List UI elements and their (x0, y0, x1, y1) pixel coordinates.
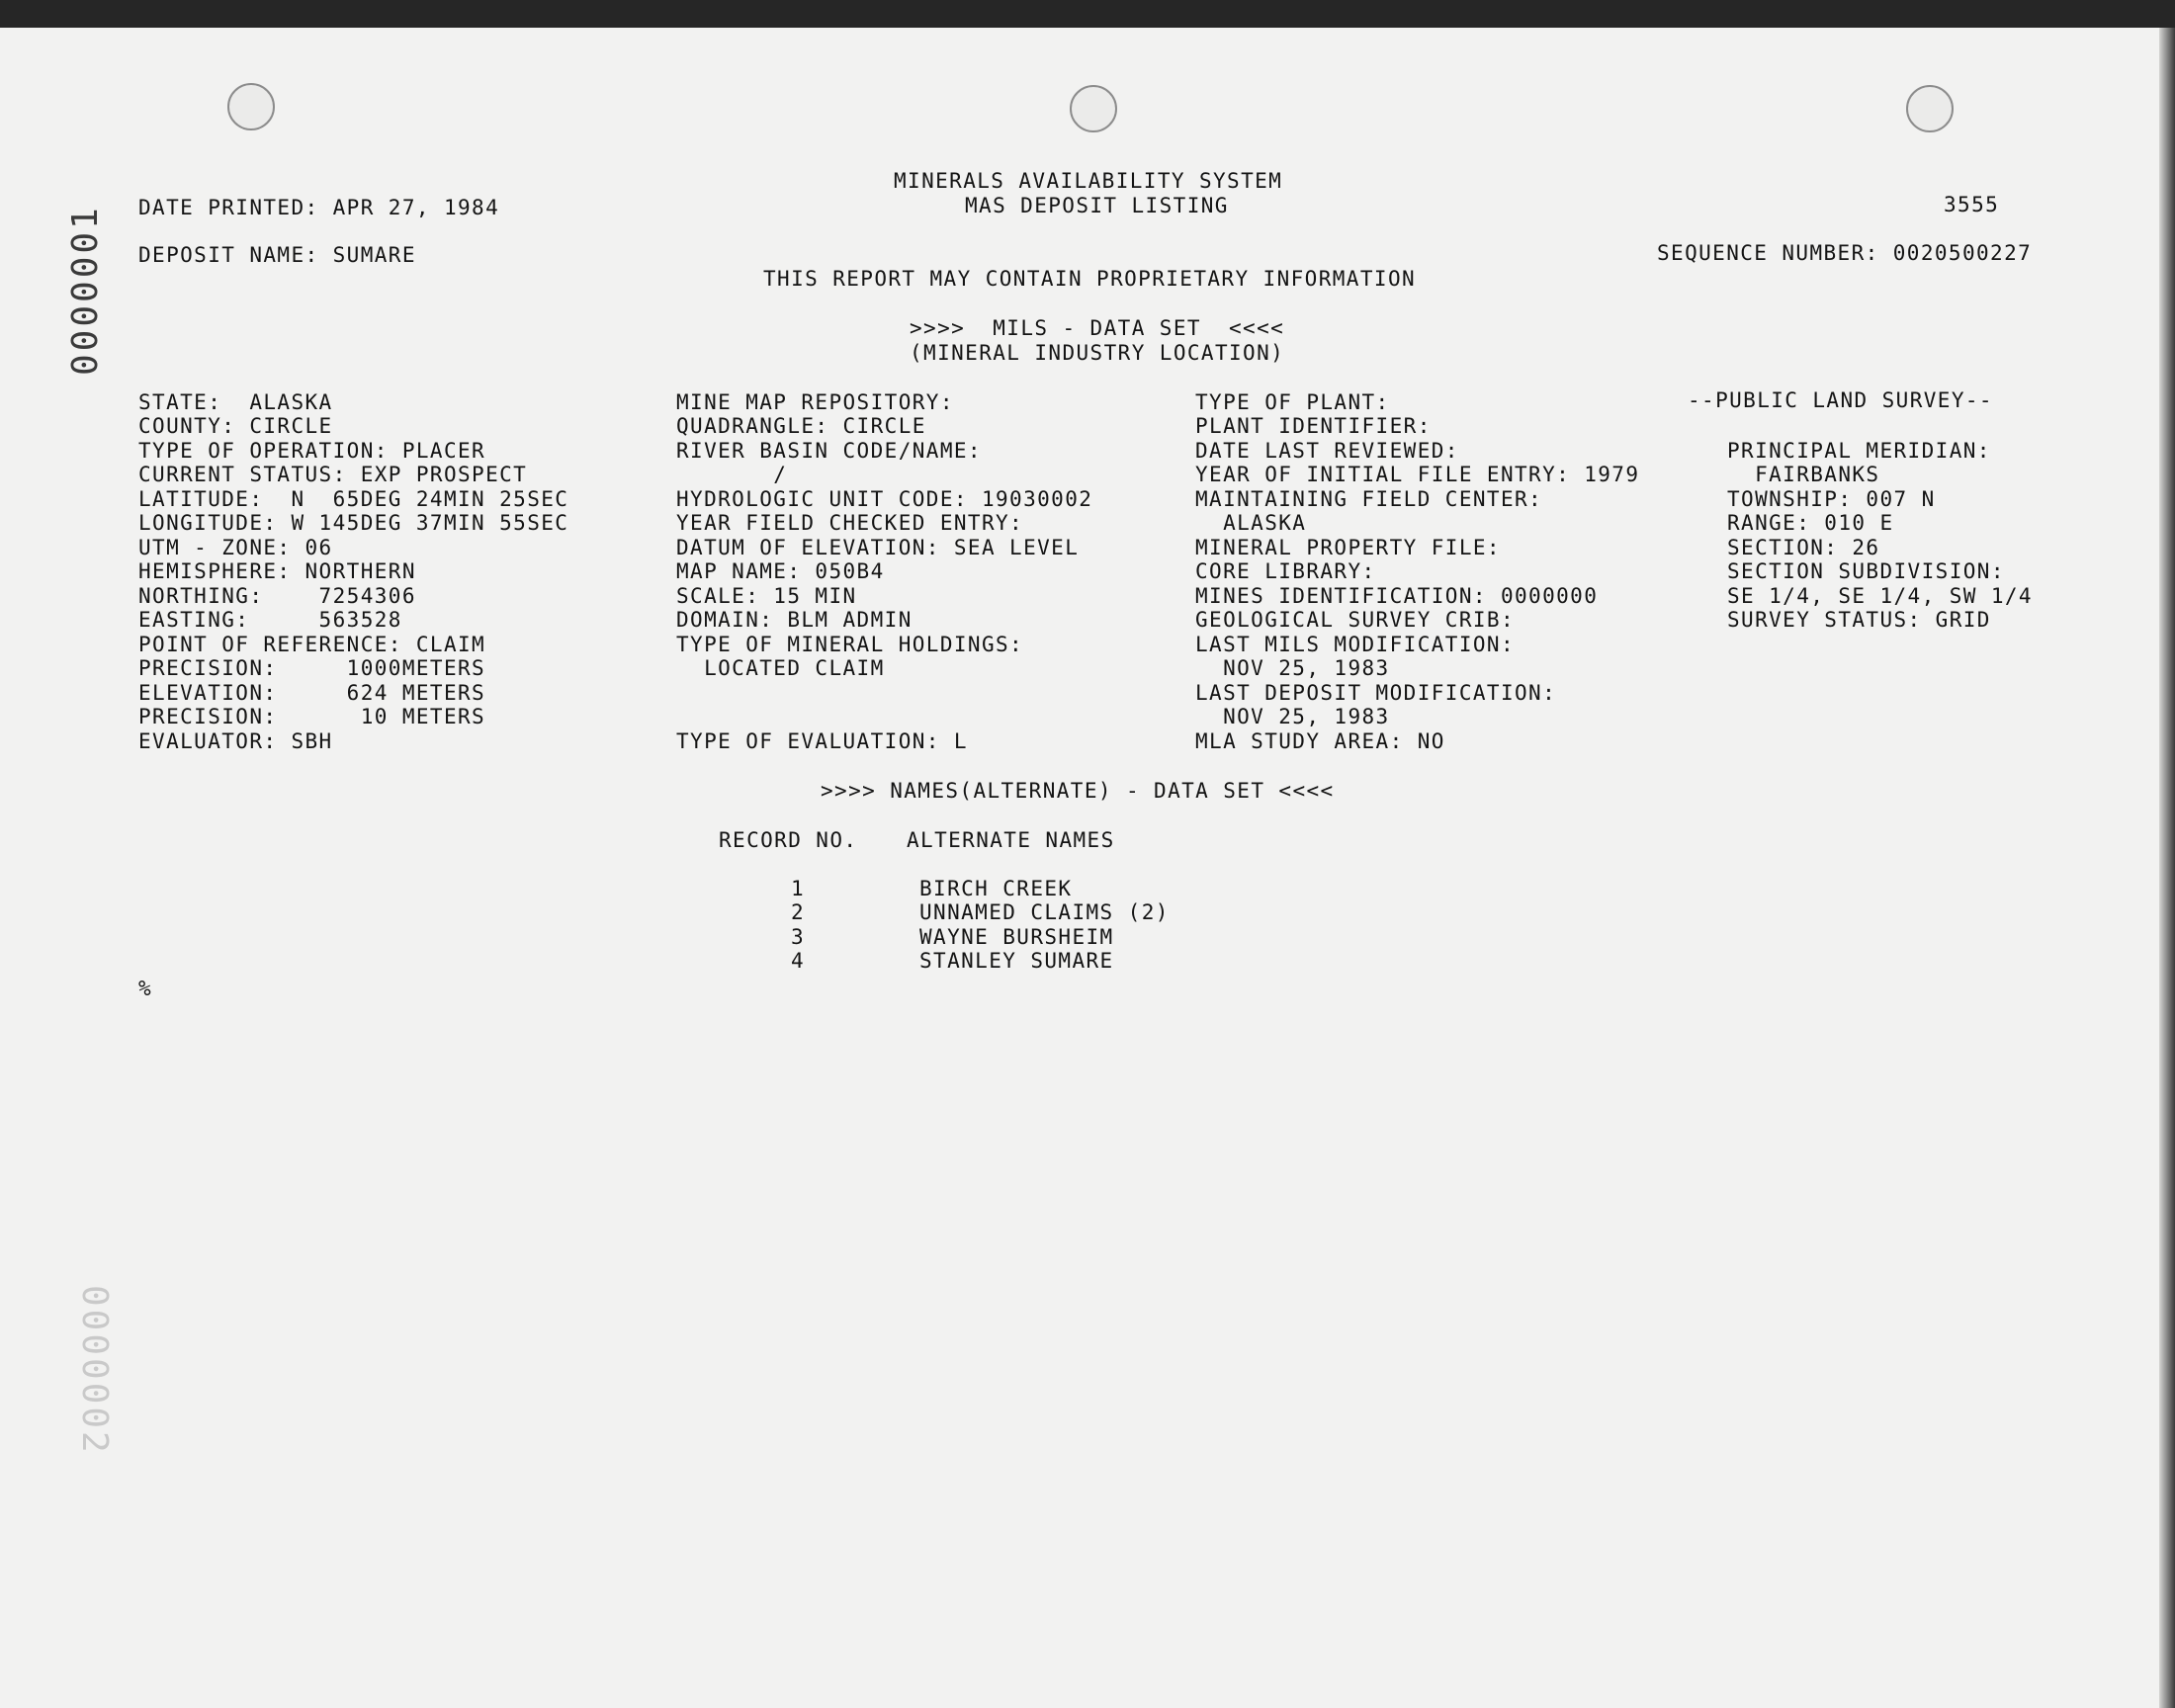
record-no-header: RECORD NO. (719, 828, 858, 852)
field-line: ELEVATION: 624 METERS (138, 681, 486, 705)
field-line: MAP NAME: 050B4 (676, 559, 885, 583)
field-line: TYPE OF EVALUATION: L (676, 729, 968, 753)
alternate-name: UNNAMED CLAIMS (2) (919, 900, 1170, 924)
punch-hole-right (1906, 85, 1954, 132)
field-line: CORE LIBRARY: (1195, 559, 1376, 583)
film-frame-id: 0000001 (65, 205, 106, 376)
footer-mark: % (138, 977, 153, 1000)
field-line: LONGITUDE: W 145DEG 37MIN 55SEC (138, 511, 569, 535)
sheet-right-edge (2159, 28, 2175, 1708)
field-line: SECTION SUBDIVISION: (1727, 559, 2005, 583)
field-line: NOV 25, 1983 (1195, 705, 1390, 728)
field-line: PRECISION: 1000METERS (138, 656, 486, 680)
record-number: 3 (791, 925, 806, 949)
survey-title: --PUBLIC LAND SURVEY-- (1688, 388, 1993, 412)
field-line: RANGE: 010 E (1727, 511, 1894, 535)
record-number: 4 (791, 949, 806, 973)
field-line: SURVEY STATUS: GRID (1727, 608, 1991, 632)
field-line: UTM - ZONE: 06 (138, 536, 333, 559)
sequence-number: SEQUENCE NUMBER: 0020500227 (1657, 241, 2033, 265)
field-line: ALASKA (1195, 511, 1307, 535)
field-line: MINERAL PROPERTY FILE: (1195, 536, 1501, 559)
field-line: HYDROLOGIC UNIT CODE: 19030002 (676, 487, 1093, 511)
deposit-name: DEPOSIT NAME: SUMARE (138, 243, 416, 267)
punch-hole-center (1070, 85, 1117, 132)
field-line: MINES IDENTIFICATION: 0000000 (1195, 584, 1599, 608)
film-frame-id-faint: 0000002 (74, 1285, 115, 1456)
field-line: STATE: ALASKA (138, 390, 333, 414)
field-line: SE 1/4, SE 1/4, SW 1/4 (1727, 584, 2033, 608)
field-line: TOWNSHIP: 007 N (1727, 487, 1936, 511)
field-line: SCALE: 15 MIN (676, 584, 857, 608)
record-number: 1 (791, 877, 806, 900)
field-line: YEAR FIELD CHECKED ENTRY: (676, 511, 1024, 535)
date-printed: DATE PRINTED: APR 27, 1984 (138, 196, 500, 219)
field-line: RIVER BASIN CODE/NAME: (676, 439, 982, 463)
field-line: GEOLOGICAL SURVEY CRIB: (1195, 608, 1515, 632)
record-number: 2 (791, 900, 806, 924)
field-line: FAIRBANKS (1727, 463, 1880, 486)
field-line: MLA STUDY AREA: NO (1195, 729, 1445, 753)
listing-title: MAS DEPOSIT LISTING (965, 194, 1229, 217)
field-line: TYPE OF PLANT: (1195, 390, 1390, 414)
field-line: / (676, 463, 788, 486)
field-line: MINE MAP REPOSITORY: (676, 390, 954, 414)
dataset-subtitle: (MINERAL INDUSTRY LOCATION) (910, 341, 1285, 365)
field-line: LOCATED CLAIM (676, 656, 885, 680)
field-line: LAST MILS MODIFICATION: (1195, 633, 1515, 656)
field-line: SECTION: 26 (1727, 536, 1880, 559)
field-line: PRECISION: 10 METERS (138, 705, 486, 728)
field-line: QUADRANGLE: CIRCLE (676, 414, 926, 438)
field-line: EVALUATOR: SBH (138, 729, 333, 753)
field-line: EASTING: 563528 (138, 608, 402, 632)
alternate-names-header: ALTERNATE NAMES (907, 828, 1115, 852)
field-line: DATUM OF ELEVATION: SEA LEVEL (676, 536, 1080, 559)
field-line: PRINCIPAL MERIDIAN: (1727, 439, 1991, 463)
field-line: NOV 25, 1983 (1195, 656, 1390, 680)
field-line: CURRENT STATUS: EXP PROSPECT (138, 463, 528, 486)
alternate-name: WAYNE BURSHEIM (919, 925, 1114, 949)
field-line: MAINTAINING FIELD CENTER: (1195, 487, 1543, 511)
system-title: MINERALS AVAILABILITY SYSTEM (894, 169, 1283, 193)
punch-hole-left (227, 83, 275, 130)
field-line: DOMAIN: BLM ADMIN (676, 608, 913, 632)
page-number: 3555 (1944, 193, 2000, 216)
field-line: LATITUDE: N 65DEG 24MIN 25SEC (138, 487, 569, 511)
names-dataset-title: >>>> NAMES(ALTERNATE) - DATA SET <<<< (821, 779, 1335, 803)
field-line: PLANT IDENTIFIER: (1195, 414, 1432, 438)
field-line: NORTHING: 7254306 (138, 584, 416, 608)
alternate-name: STANLEY SUMARE (919, 949, 1114, 973)
scanner-top-band (0, 0, 2175, 28)
field-line: YEAR OF INITIAL FILE ENTRY: 1979 (1195, 463, 1640, 486)
field-line: TYPE OF MINERAL HOLDINGS: (676, 633, 1024, 656)
field-line: TYPE OF OPERATION: PLACER (138, 439, 486, 463)
field-line: COUNTY: CIRCLE (138, 414, 333, 438)
field-line: LAST DEPOSIT MODIFICATION: (1195, 681, 1557, 705)
alternate-name: BIRCH CREEK (919, 877, 1073, 900)
dataset-title: >>>> MILS - DATA SET <<<< (910, 316, 1285, 340)
proprietary-notice: THIS REPORT MAY CONTAIN PROPRIETARY INFORMATION (763, 267, 1417, 291)
field-line: POINT OF REFERENCE: CLAIM (138, 633, 486, 656)
field-line: HEMISPHERE: NORTHERN (138, 559, 416, 583)
field-line: DATE LAST REVIEWED: (1195, 439, 1459, 463)
